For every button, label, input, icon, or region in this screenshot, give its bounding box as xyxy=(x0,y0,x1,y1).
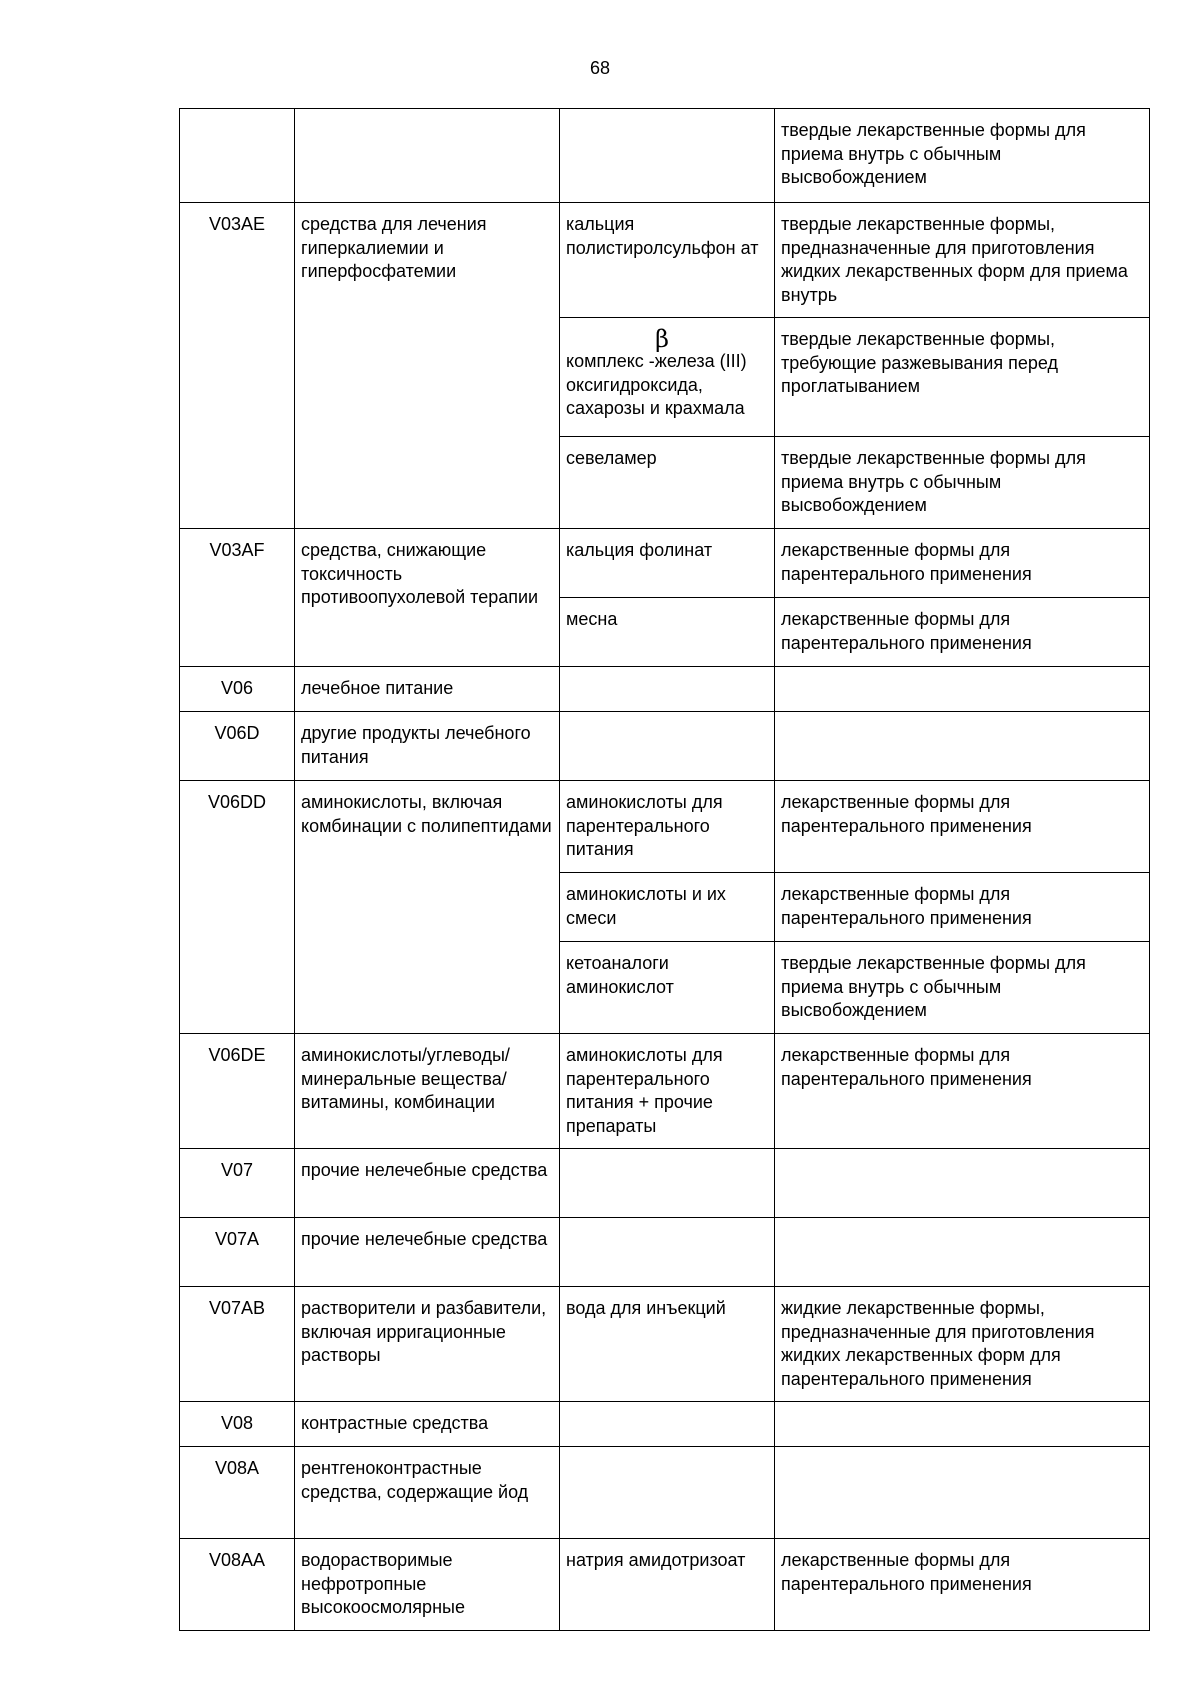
page-number: 68 xyxy=(589,58,611,78)
beta-symbol: β xyxy=(655,325,669,353)
atc-code-cell xyxy=(180,109,295,203)
group-cell: другие продукты лечебного питания xyxy=(295,712,560,781)
table-row xyxy=(180,781,1150,873)
substance-cell: аминокислоты и их смеси xyxy=(560,873,775,942)
atc-code-cell: V03AF xyxy=(180,529,295,667)
group-cell: аминокислоты/углеводы/ минеральные вещества/витамины, комбинации xyxy=(295,1034,560,1149)
substance-cell xyxy=(560,667,775,712)
form-cell xyxy=(775,712,1150,781)
form-cell xyxy=(775,1402,1150,1447)
substance-cell xyxy=(560,1218,775,1287)
form-cell: твердые лекарственные формы для приема внутрь с обычным высвобождением xyxy=(775,942,1150,1034)
table-row xyxy=(180,1034,1150,1149)
atc-code-cell: V08A xyxy=(180,1447,295,1539)
table-row xyxy=(180,529,1150,598)
table-row xyxy=(180,667,1150,712)
substance-cell xyxy=(560,1447,775,1539)
form-cell: твердые лекарственные формы для приема внутрь с обычным высвобождением xyxy=(775,437,1150,529)
atc-code-cell: V06DD xyxy=(180,781,295,1034)
form-cell: жидкие лекарственные формы, предназначенные для приготовления жидких лекарственных форм для парентерального применения xyxy=(775,1287,1150,1402)
form-cell: лекарственные формы для парентерального применения xyxy=(775,1539,1150,1631)
table-row xyxy=(180,1402,1150,1447)
form-cell xyxy=(775,1149,1150,1218)
table-row xyxy=(180,712,1150,781)
substance-cell: аминокислоты для парентерального питания xyxy=(560,781,775,873)
form-cell xyxy=(775,1447,1150,1539)
form-cell xyxy=(775,667,1150,712)
substance-cell: вода для инъекций xyxy=(560,1287,775,1402)
group-cell xyxy=(295,109,560,203)
substance-cell: кальция фолинат xyxy=(560,529,775,598)
group-cell: растворители и разбавители, включая ирригационные растворы xyxy=(295,1287,560,1402)
group-cell: прочие нелечебные средства xyxy=(295,1149,560,1218)
atc-code-cell: V07 xyxy=(180,1149,295,1218)
group-cell: водорастворимые нефротропные высокоосмолярные xyxy=(295,1539,560,1631)
substance-cell: месна xyxy=(560,598,775,667)
form-cell: лекарственные формы для парентерального применения xyxy=(775,1034,1150,1149)
table-row xyxy=(180,1539,1150,1631)
substance-cell xyxy=(560,318,775,437)
group-cell: прочие нелечебные средства xyxy=(295,1218,560,1287)
form-cell: твердые лекарственные формы, предназначенные для приготовления жидких лекарственных форм для приема внутрь xyxy=(775,203,1150,318)
table-row xyxy=(180,1287,1150,1402)
form-cell: лекарственные формы для парентерального применения xyxy=(775,873,1150,942)
drug-table xyxy=(179,108,1150,1631)
substance-cell xyxy=(560,1149,775,1218)
substance-cell xyxy=(560,712,775,781)
group-cell: лечебное питание xyxy=(295,667,560,712)
substance-cell: кальция полистиролсульфон ат xyxy=(560,203,775,318)
table-row xyxy=(180,203,1150,318)
group-cell: средства, снижающие токсичность противоопухолевой терапии xyxy=(295,529,560,667)
table-row xyxy=(180,1149,1150,1218)
substance-cell xyxy=(560,109,775,203)
atc-code-cell: V07AB xyxy=(180,1287,295,1402)
substance-cell: кетоаналоги аминокислот xyxy=(560,942,775,1034)
group-cell: рентгеноконтрастные средства, содержащие йод xyxy=(295,1447,560,1539)
substance-cell xyxy=(560,1402,775,1447)
form-cell: твердые лекарственные формы, требующие разжевывания перед проглатыванием xyxy=(775,318,1150,437)
atc-code-cell: V06D xyxy=(180,712,295,781)
atc-code-cell: V06DE xyxy=(180,1034,295,1149)
group-cell: контрастные средства xyxy=(295,1402,560,1447)
atc-code-cell: V06 xyxy=(180,667,295,712)
form-cell: твердые лекарственные формы для приема внутрь с обычным высвобождением xyxy=(775,109,1150,203)
table-row xyxy=(180,1447,1150,1539)
atc-code-cell: V03AE xyxy=(180,203,295,529)
substance-cell: натрия амидотризоат xyxy=(560,1539,775,1631)
form-cell xyxy=(775,1218,1150,1287)
substance-text: комплекс -железа (III) оксигидроксида, сахарозы и крахмала xyxy=(566,351,747,418)
table-row xyxy=(180,109,1150,203)
group-cell: средства для лечения гиперкалиемии и гиперфосфатемии xyxy=(295,203,560,529)
group-cell: аминокислоты, включая комбинации с полипептидами xyxy=(295,781,560,1034)
substance-cell: аминокислоты для парентерального питания + прочие препараты xyxy=(560,1034,775,1149)
substance-cell: севеламер xyxy=(560,437,775,529)
form-cell: лекарственные формы для парентерального применения xyxy=(775,781,1150,873)
form-cell: лекарственные формы для парентерального применения xyxy=(775,529,1150,598)
form-cell: лекарственные формы для парентерального применения xyxy=(775,598,1150,667)
table-row xyxy=(180,1218,1150,1287)
atc-code-cell: V08AA xyxy=(180,1539,295,1631)
atc-code-cell: V08 xyxy=(180,1402,295,1447)
atc-code-cell: V07A xyxy=(180,1218,295,1287)
